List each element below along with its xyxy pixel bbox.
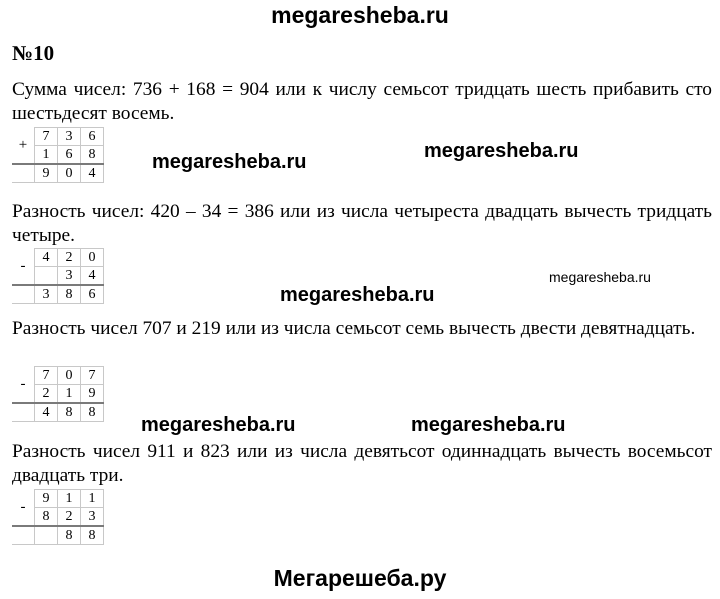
digit-cell: 1 (58, 490, 81, 508)
empty-cell (12, 403, 35, 422)
calc-row (12, 128, 104, 146)
result-digit: 8 (58, 285, 81, 304)
digit-cell: 1 (35, 146, 58, 165)
digit-cell: 7 (81, 367, 104, 385)
result-digit: 8 (58, 526, 81, 545)
calc-result-row (12, 164, 104, 183)
digit-cell: 7 (35, 367, 58, 385)
digit-cell: 2 (58, 249, 81, 267)
digit-cell: 1 (58, 385, 81, 404)
operator-sign: - (12, 367, 35, 404)
digit-cell: 8 (81, 146, 104, 165)
section-4-calc-table (12, 489, 104, 545)
result-digit: 8 (81, 403, 104, 422)
watermark: megaresheba.ru (141, 414, 296, 436)
result-digit: 8 (81, 526, 104, 545)
digit-cell: 2 (35, 385, 58, 404)
site-header: megaresheba.ru (271, 2, 449, 28)
section-2-calc-table (12, 248, 104, 304)
digit-cell: 8 (35, 508, 58, 527)
result-digit: 4 (35, 403, 58, 422)
result-digit: 6 (81, 285, 104, 304)
digit-cell: 9 (81, 385, 104, 404)
digit-cell: 6 (81, 128, 104, 146)
digit-cell: 7 (35, 128, 58, 146)
digit-cell: 0 (81, 249, 104, 267)
watermark: megaresheba.ru (549, 269, 651, 285)
result-digit: 4 (81, 164, 104, 183)
calc-row (12, 249, 104, 267)
watermark: megaresheba.ru (152, 151, 307, 173)
digit-cell: 3 (58, 267, 81, 286)
empty-cell (12, 526, 35, 545)
digit-cell: 4 (35, 249, 58, 267)
calc-row (12, 490, 104, 508)
watermark: megaresheba.ru (280, 284, 435, 306)
site-footer: Мегарешеба.ру (273, 565, 447, 591)
operator-sign: - (12, 249, 35, 286)
digit-cell: 3 (81, 508, 104, 527)
calc-result-row (12, 526, 104, 545)
digit-cell: 6 (58, 146, 81, 165)
watermark: megaresheba.ru (424, 140, 579, 162)
watermark: megaresheba.ru (411, 414, 566, 436)
digit-cell: 3 (58, 128, 81, 146)
section-3-calc-table (12, 366, 104, 422)
section-1-calc-table (12, 127, 104, 183)
section-2-text: Разность чисел: 420 – 34 = 386 или из числа четыреста двадцать вычесть тридцать четыре. (12, 201, 712, 246)
section-4-text: Разность чисел 911 и 823 или из числа девятьсот одиннадцать вычесть восемьсот двадцать три. (12, 441, 712, 486)
result-digit: 0 (58, 164, 81, 183)
empty-cell (12, 285, 35, 304)
section-3-text: Разность чисел 707 и 219 или из числа семьсот семь вычесть двести девятнадцать. (12, 318, 696, 339)
result-digit: 3 (35, 285, 58, 304)
digit-cell (35, 267, 58, 286)
calc-row (12, 367, 104, 385)
digit-cell: 9 (35, 490, 58, 508)
operator-sign: + (12, 128, 35, 165)
result-digit (35, 526, 58, 545)
digit-cell: 1 (81, 490, 104, 508)
calc-result-row (12, 403, 104, 422)
task-number: №10 (12, 41, 55, 65)
digit-cell: 4 (81, 267, 104, 286)
result-digit: 8 (58, 403, 81, 422)
result-digit: 9 (35, 164, 58, 183)
section-1-text: Сумма чисел: 736 + 168 = 904 или к числу семьсот тридцать шесть прибавить сто шестьдесят восемь. (12, 79, 712, 124)
empty-cell (12, 164, 35, 183)
digit-cell: 2 (58, 508, 81, 527)
calc-result-row (12, 285, 104, 304)
digit-cell: 0 (58, 367, 81, 385)
operator-sign: - (12, 490, 35, 527)
